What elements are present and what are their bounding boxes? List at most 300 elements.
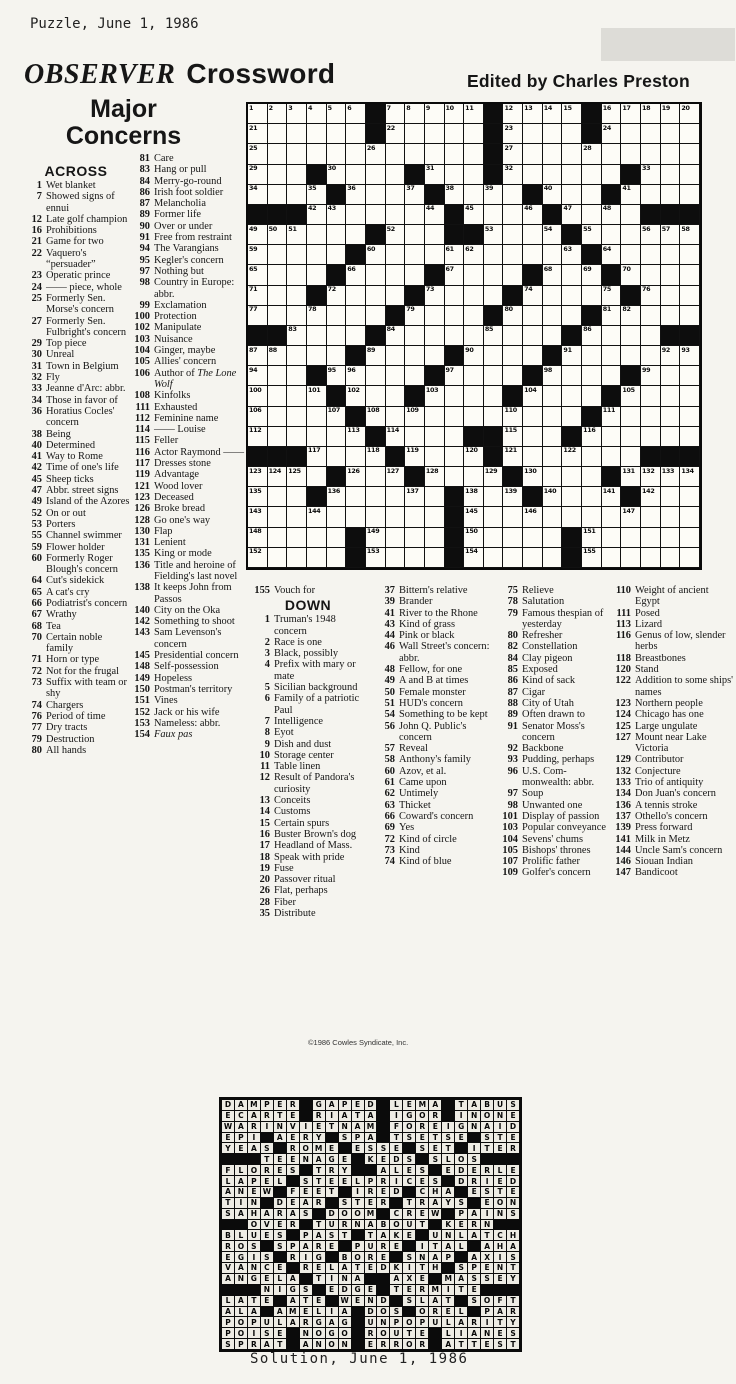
- clue-item: [130, 481, 248, 492]
- grid-cell-number: 148: [249, 527, 262, 536]
- solution-cell-letter: E: [261, 1176, 273, 1186]
- solution-cell-letter: A: [261, 1339, 273, 1349]
- solution-cell-letter: Y: [339, 1165, 351, 1175]
- solution-cell-black: [403, 1187, 415, 1197]
- clue-item: [494, 766, 608, 789]
- solution-cell-black: [429, 1165, 441, 1175]
- puzzle-title-line2: Concerns: [65, 122, 182, 150]
- clue-text: Anthony's family: [399, 754, 472, 766]
- grid-cell-black: [680, 326, 700, 346]
- grid-cell: [523, 548, 543, 568]
- clue-item: [130, 718, 248, 729]
- clue-text: Protection: [154, 311, 197, 323]
- clue-text: City on the Oka: [154, 604, 221, 616]
- solution-cell-letter: R: [339, 1220, 351, 1230]
- grid-cell: [503, 326, 523, 346]
- grid-cell-black: [248, 447, 268, 467]
- grid-cell: [366, 286, 386, 306]
- clue-number: 117: [134, 458, 150, 470]
- solution-cell-letter: T: [416, 1263, 428, 1273]
- solution-cell-letter: I: [468, 1143, 480, 1153]
- clue-item: [22, 485, 130, 496]
- solution-cell-letter: T: [468, 1339, 480, 1349]
- solution-cell-letter: P: [442, 1252, 454, 1262]
- grid-cell-black: [503, 386, 523, 406]
- clue-item: [130, 537, 248, 548]
- grid-cell-number: 144: [307, 506, 321, 515]
- grid-cell: [307, 265, 327, 285]
- solution-cell-black: [287, 1176, 299, 1186]
- grid-cell: [543, 427, 563, 447]
- grid-cell-number: 139: [504, 486, 517, 495]
- clue-item: [22, 372, 130, 383]
- puzzle-title-line1: Major: [90, 95, 157, 123]
- grid-cell-black: [484, 427, 504, 447]
- solution-cell-letter: K: [442, 1220, 454, 1230]
- clue-number: 32: [31, 372, 42, 384]
- grid-cell: [523, 507, 543, 527]
- grid-cell: [327, 286, 347, 306]
- clue-text: Popular conveyance: [522, 822, 606, 834]
- solution-cell-letter: P: [222, 1328, 234, 1338]
- solution-cell-letter: H: [507, 1230, 519, 1240]
- clue-item: [246, 908, 370, 919]
- grid-cell-number: 37: [406, 184, 415, 193]
- grid-cell: [248, 165, 268, 185]
- clue-number: 134: [615, 788, 631, 800]
- solution-cell-letter: O: [403, 1317, 415, 1327]
- clue-text: Formerly Sen. Fulbright's concern: [46, 315, 127, 338]
- grid-cell: [445, 185, 465, 205]
- solution-cell-black: [377, 1100, 389, 1110]
- grid-cell: [661, 427, 681, 447]
- clue-number: 36: [31, 405, 42, 417]
- solution-cell-letter: I: [494, 1252, 506, 1262]
- solution-cell-letter: O: [403, 1339, 415, 1349]
- grid-cell: [248, 265, 268, 285]
- solution-cell-letter: E: [416, 1274, 428, 1284]
- grid-cell: [641, 346, 661, 366]
- clue-number: 1: [36, 180, 42, 191]
- solution-cell-letter: E: [287, 1198, 299, 1208]
- grid-cell: [425, 467, 445, 487]
- solution-cell-letter: L: [235, 1165, 247, 1175]
- grid-cell: [641, 487, 661, 507]
- solution-cell-letter: A: [287, 1274, 299, 1284]
- solution-cell-letter: A: [326, 1100, 338, 1110]
- clue-number: 34: [31, 394, 42, 406]
- grid-cell: [641, 407, 661, 427]
- grid-cell-number: 2: [268, 103, 273, 112]
- grid-cell-black: [523, 185, 543, 205]
- grid-cell: [503, 265, 523, 285]
- grid-cell: [602, 225, 622, 245]
- clue-number: 40: [31, 439, 42, 451]
- grid-cell-number: 81: [602, 305, 612, 314]
- clue-item: [246, 874, 370, 885]
- grid-cell-number: 52: [386, 224, 395, 233]
- grid-cell: [582, 528, 602, 548]
- grid-cell-number: 50: [268, 224, 277, 233]
- clue-number: 35: [259, 908, 270, 920]
- grid-cell: [621, 386, 641, 406]
- grid-cell-black: [405, 467, 425, 487]
- grid-cell: [307, 205, 327, 225]
- clue-number: 135: [134, 548, 150, 560]
- grid-cell-number: 112: [249, 426, 262, 435]
- grid-cell: [425, 245, 445, 265]
- solution-cell-letter: I: [352, 1187, 364, 1197]
- clue-item: [130, 684, 248, 695]
- grid-cell-number: 128: [425, 466, 439, 475]
- grid-cell-black: [327, 265, 347, 285]
- clue-text: Exclamation: [154, 299, 207, 311]
- grid-cell: [248, 528, 268, 548]
- grid-cell: [680, 245, 700, 265]
- solution-cell-letter: E: [429, 1122, 441, 1132]
- clue-text: [154, 729, 248, 740]
- copyright-line: ©1986 Cowles Syndicate, Inc.: [308, 1038, 409, 1047]
- grid-cell-number: 109: [406, 406, 419, 415]
- clue-text: Something to shoot: [154, 616, 235, 628]
- clue-number: 8: [264, 727, 270, 739]
- grid-cell-black: [445, 507, 465, 527]
- grid-cell: [307, 306, 327, 326]
- grid-cell: [621, 346, 641, 366]
- grid-cell: [484, 386, 504, 406]
- grid-cell: [602, 548, 622, 568]
- solution-cell-letter: G: [352, 1285, 364, 1295]
- grid-cell-black: [386, 447, 406, 467]
- solution-cell-letter: T: [442, 1143, 454, 1153]
- grid-cell: [287, 326, 307, 346]
- solution-cell-letter: G: [326, 1328, 338, 1338]
- clue-number: 89: [139, 209, 150, 221]
- grid-cell: [503, 487, 523, 507]
- clue-item: [371, 743, 492, 754]
- grid-cell: [327, 225, 347, 245]
- grid-cell: [346, 225, 366, 245]
- grid-cell-number: 19: [661, 103, 670, 112]
- clue-text: Way to Rome: [46, 451, 103, 463]
- grid-cell-number: 143: [249, 506, 262, 515]
- grid-cell: [562, 507, 582, 527]
- clue-number: 141: [615, 833, 631, 845]
- clue-number: 116: [615, 630, 631, 642]
- clue-item: [22, 383, 130, 394]
- grid-cell-number: 22: [386, 123, 395, 132]
- clue-number: 103: [502, 822, 518, 834]
- solution-cell-black: [352, 1230, 364, 1240]
- grid-cell-number: 76: [642, 285, 651, 294]
- clue-text: Showed signs of ennui: [46, 191, 115, 214]
- grid-cell: [386, 124, 406, 144]
- solution-cell-letter: L: [416, 1296, 428, 1306]
- clue-text: Siouan Indian: [635, 856, 694, 868]
- clue-item: [494, 608, 608, 631]
- grid-cell: [425, 507, 445, 527]
- solution-cell-letter: N: [235, 1187, 247, 1197]
- grid-cell-black: [346, 548, 366, 568]
- solution-cell-letter: E: [365, 1339, 377, 1349]
- solution-cell-letter: E: [377, 1187, 389, 1197]
- solution-cell-black: [403, 1143, 415, 1153]
- grid-cell: [425, 225, 445, 245]
- grid-cell: [602, 407, 622, 427]
- solution-cell-letter: C: [235, 1111, 247, 1121]
- solution-cell-letter: R: [390, 1339, 402, 1349]
- clue-number: 52: [31, 507, 42, 519]
- clue-text: Formerly Sen. Morse's concern: [46, 292, 114, 316]
- grid-cell: [268, 306, 288, 326]
- clue-text: Truman's 1948 concern: [274, 614, 336, 637]
- solution-cell-letter: S: [300, 1285, 312, 1295]
- grid-cell: [621, 507, 641, 527]
- grid-cell-number: 102: [347, 385, 360, 394]
- clue-number: 16: [259, 828, 270, 840]
- clue-text: Contributor: [635, 754, 684, 766]
- grid-cell: [661, 407, 681, 427]
- solution-cell-black: [274, 1143, 286, 1153]
- clue-text: Azov, et al.: [399, 765, 447, 777]
- clue-number: 97: [507, 788, 518, 800]
- solution-cell-letter: E: [416, 1328, 428, 1338]
- solution-cell-letter: T: [326, 1187, 338, 1197]
- solution-cell-letter: U: [390, 1328, 402, 1338]
- solution-cell-letter: I: [248, 1133, 260, 1143]
- grid-cell: [287, 124, 307, 144]
- solution-cell-letter: E: [481, 1198, 493, 1208]
- grid-cell-black: [582, 407, 602, 427]
- clue-text: Stand: [635, 664, 659, 676]
- grid-cell: [405, 326, 425, 346]
- clue-item: [130, 673, 248, 684]
- grid-cell: [602, 447, 622, 467]
- grid-cell: [287, 487, 307, 507]
- solution-cell-letter: S: [468, 1154, 480, 1164]
- solution-cell-letter: O: [300, 1143, 312, 1153]
- grid-cell: [425, 104, 445, 124]
- solution-cell-black: [235, 1220, 247, 1230]
- grid-cell: [346, 467, 366, 487]
- grid-cell: [621, 225, 641, 245]
- solution-cell-letter: N: [481, 1328, 493, 1338]
- clue-number: 91: [507, 720, 518, 732]
- grid-cell: [425, 487, 445, 507]
- solution-cell-black: [352, 1339, 364, 1349]
- grid-cell-number: 34: [249, 184, 258, 193]
- grid-cell: [287, 144, 307, 164]
- clue-item: [246, 840, 370, 851]
- grid-cell: [445, 124, 465, 144]
- clue-text: —— piece, whole: [46, 281, 122, 293]
- clue-text: Untimely: [399, 788, 439, 800]
- grid-cell: [346, 265, 366, 285]
- clue-text: Chargers: [46, 699, 84, 711]
- grid-cell-black: [307, 165, 327, 185]
- solution-cell-letter: A: [287, 1296, 299, 1306]
- clue-text: Go one's way: [154, 514, 211, 526]
- solution-cell-letter: Y: [507, 1317, 519, 1327]
- clue-item: [607, 653, 735, 664]
- solution-cell-letter: D: [274, 1198, 286, 1208]
- solution-cell-letter: T: [313, 1220, 325, 1230]
- solution-cell-letter: R: [222, 1241, 234, 1251]
- grid-cell: [523, 467, 543, 487]
- masthead: [24, 58, 335, 91]
- grid-cell: [248, 124, 268, 144]
- solution-cell-letter: P: [365, 1176, 377, 1186]
- grid-cell: [582, 487, 602, 507]
- clue-item: [22, 542, 130, 553]
- grid-cell: [307, 528, 327, 548]
- grid-cell: [661, 124, 681, 144]
- solution-cell-letter: O: [416, 1307, 428, 1317]
- solution-cell-letter: E: [274, 1154, 286, 1164]
- clue-number: 114: [134, 424, 150, 436]
- clue-number: 61: [384, 777, 395, 789]
- solution-cell-letter: N: [339, 1339, 351, 1349]
- clue-item: [22, 677, 130, 700]
- solution-cell-black: [481, 1154, 493, 1164]
- solution-cell-letter: R: [416, 1285, 428, 1295]
- clue-item: [494, 822, 608, 833]
- clue-item: [607, 822, 735, 833]
- solution-cell-letter: S: [274, 1241, 286, 1251]
- clue-number: 85: [507, 664, 518, 676]
- grid-cell: [268, 366, 288, 386]
- clue-number: 23: [31, 270, 42, 282]
- grid-cell: [425, 144, 445, 164]
- grid-cell: [405, 528, 425, 548]
- solution-cell-letter: E: [248, 1187, 260, 1197]
- grid-cell: [602, 366, 622, 386]
- grid-cell: [680, 165, 700, 185]
- grid-cell-number: 98: [543, 365, 553, 374]
- grid-cell: [641, 386, 661, 406]
- grid-cell: [523, 447, 543, 467]
- grid-cell: [307, 124, 327, 144]
- grid-cell-number: 53: [484, 224, 494, 233]
- scan-artifact: [601, 28, 735, 61]
- grid-cell: [562, 205, 582, 225]
- solution-cell-letter: I: [326, 1274, 338, 1284]
- grid-cell: [503, 124, 523, 144]
- grid-cell-black: [346, 346, 366, 366]
- grid-cell: [307, 245, 327, 265]
- grid-cell: [602, 487, 622, 507]
- solution-cell-letter: O: [481, 1296, 493, 1306]
- grid-cell-number: 54: [543, 224, 553, 233]
- clue-number: 29: [31, 338, 42, 350]
- grid-cell-number: 133: [661, 466, 675, 475]
- clue-text: Title and heroine of Fielding's last novel: [154, 559, 238, 582]
- grid-cell-number: 68: [543, 264, 553, 273]
- grid-cell: [366, 185, 386, 205]
- grid-cell: [366, 165, 386, 185]
- grid-cell: [366, 245, 386, 265]
- clue-number: 86: [139, 186, 150, 198]
- clue-number: 92: [507, 743, 518, 755]
- solution-cell-letter: E: [481, 1339, 493, 1349]
- grid-cell: [287, 165, 307, 185]
- grid-cell: [602, 346, 622, 366]
- grid-cell: [386, 487, 406, 507]
- clue-number: 143: [134, 627, 150, 639]
- grid-cell: [680, 386, 700, 406]
- clue-text: Exposed: [522, 664, 558, 676]
- solution-cell-letter: C: [494, 1230, 506, 1240]
- grid-cell-black: [366, 326, 386, 346]
- grid-cell: [287, 407, 307, 427]
- solution-cell-letter: T: [390, 1133, 402, 1143]
- grid-cell: [287, 528, 307, 548]
- clue-number: 106: [134, 367, 150, 379]
- solution-cell-letter: G: [313, 1100, 325, 1110]
- clue-item: [607, 709, 735, 720]
- grid-cell-number: 9: [425, 103, 431, 112]
- clue-text: Kind: [399, 844, 420, 856]
- clue-number: 150: [134, 683, 150, 695]
- solution-cell-letter: I: [300, 1252, 312, 1262]
- solution-cell-letter: M: [287, 1307, 299, 1317]
- grid-cell-black: [582, 104, 602, 124]
- solution-cell-letter: L: [455, 1241, 467, 1251]
- solution-cell-letter: R: [365, 1252, 377, 1262]
- grid-cell-black: [484, 165, 504, 185]
- clue-text: Jack or his wife: [154, 706, 220, 718]
- clue-item: [130, 605, 248, 616]
- clue-text: Display of passion: [522, 810, 600, 822]
- solution-cell-letter: I: [326, 1111, 338, 1121]
- grid-cell: [641, 427, 661, 447]
- solution-cell-letter: E: [261, 1274, 273, 1284]
- grid-cell: [503, 225, 523, 245]
- solution-cell-letter: U: [494, 1100, 506, 1110]
- grid-cell: [248, 286, 268, 306]
- clue-text: A and B at times: [399, 675, 469, 687]
- clue-item: [371, 800, 492, 811]
- solution-cell-black: [494, 1154, 506, 1164]
- grid-cell-black: [327, 185, 347, 205]
- solution-cell-letter: L: [313, 1307, 325, 1317]
- grid-cell: [327, 326, 347, 346]
- grid-cell: [661, 487, 681, 507]
- grid-cell: [562, 185, 582, 205]
- grid-cell: [680, 346, 700, 366]
- solution-cell-black: [313, 1285, 325, 1295]
- grid-cell-black: [287, 447, 307, 467]
- grid-cell: [307, 185, 327, 205]
- grid-cell-number: 92: [661, 345, 670, 354]
- grid-cell-black: [268, 205, 288, 225]
- clue-number: 146: [615, 856, 631, 868]
- clue-text: Eyot: [274, 727, 294, 739]
- grid-cell: [661, 165, 681, 185]
- grid-cell-number: 142: [642, 486, 655, 495]
- solution-cell-letter: A: [481, 1241, 493, 1251]
- solution-cell-letter: A: [326, 1317, 338, 1327]
- clue-text: Fuse: [274, 862, 294, 874]
- clue-number: 112: [134, 412, 150, 424]
- clue-item: [371, 856, 492, 867]
- solution-cell-black: [248, 1154, 260, 1164]
- clue-text: Broke bread: [154, 503, 206, 515]
- solution-cell-letter: T: [365, 1230, 377, 1240]
- clue-item: [371, 754, 492, 765]
- solution-cell-black: [481, 1285, 493, 1295]
- grid-cell: [346, 104, 366, 124]
